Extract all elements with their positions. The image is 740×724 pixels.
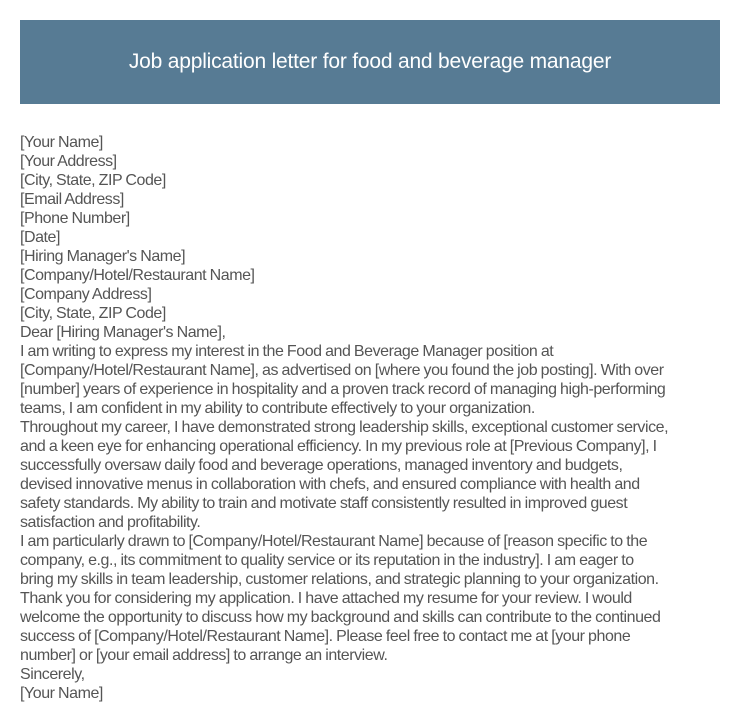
paragraph-line: Throughout my career, I have demonstrated strong leadership skills, exceptional customer service, bbox=[20, 419, 669, 436]
letter-date: [Date] bbox=[20, 229, 60, 246]
paragraph-intro bbox=[20, 342, 725, 418]
paragraph-line: Thank you for considering my application. I have attached my resume for your review. I would bbox=[20, 590, 632, 607]
paragraph-line: I am particularly drawn to [Company/Hotel/Restaurant Name] because of [reason specific to the bbox=[20, 533, 648, 550]
salutation: Dear [Hiring Manager's Name], bbox=[20, 324, 226, 341]
sender-block bbox=[20, 133, 725, 247]
sender-email: [Email Address] bbox=[20, 191, 124, 208]
paragraph-motivation bbox=[20, 532, 725, 589]
letter-body bbox=[20, 133, 725, 703]
paragraph-line: [number] years of experience in hospitality and a proven track record of managing high-performing bbox=[20, 381, 666, 398]
paragraph-line: and a keen eye for enhancing operational efficiency. In my previous role at [Previous Company], I bbox=[20, 438, 657, 455]
sender-address: [Your Address] bbox=[20, 153, 117, 170]
signature: [Your Name] bbox=[20, 685, 103, 702]
page-title: Job application letter for food and beverage manager bbox=[128, 50, 612, 73]
paragraph-line: successfully oversaw daily food and beverage operations, managed inventory and budgets, bbox=[20, 457, 623, 474]
closing: Sincerely, bbox=[20, 666, 85, 683]
sender-phone: [Phone Number] bbox=[20, 210, 130, 227]
recipient-company: [Company/Hotel/Restaurant Name] bbox=[20, 267, 255, 284]
paragraph-line: teams, I am confident in my ability to contribute effectively to your organization. bbox=[20, 400, 535, 417]
sender-name: [Your Name] bbox=[20, 134, 103, 151]
recipient-block bbox=[20, 247, 725, 323]
paragraph-line: bring my skills in team leadership, customer relations, and strategic planning to your organization. bbox=[20, 571, 659, 588]
recipient-city-state-zip: [City, State, ZIP Code] bbox=[20, 305, 166, 322]
paragraph-line: [Company/Hotel/Restaurant Name], as advertised on [where you found the job posting]. With over bbox=[20, 362, 664, 379]
paragraph-line: welcome the opportunity to discuss how my background and skills can contribute to the continued bbox=[20, 609, 661, 626]
paragraph-line: number] or [your email address] to arrange an interview. bbox=[20, 647, 388, 664]
recipient-address: [Company Address] bbox=[20, 286, 152, 303]
paragraph-closing bbox=[20, 589, 725, 665]
paragraph-line: company, e.g., its commitment to quality service or its reputation in the industry]. I am eager to bbox=[20, 552, 634, 569]
recipient-name: [Hiring Manager's Name] bbox=[20, 248, 186, 265]
paragraph-line: I am writing to express my interest in the Food and Beverage Manager position at bbox=[20, 343, 554, 360]
paragraph-experience bbox=[20, 418, 725, 532]
sender-city-state-zip: [City, State, ZIP Code] bbox=[20, 172, 166, 189]
page-header bbox=[20, 20, 720, 104]
paragraph-line: success of [Company/Hotel/Restaurant Name]. Please feel free to contact me at [your phone bbox=[20, 628, 631, 645]
paragraph-line: satisfaction and profitability. bbox=[20, 514, 201, 531]
paragraph-line: safety standards. My ability to train and motivate staff consistently resulted in improved guest bbox=[20, 495, 628, 512]
paragraph-line: devised innovative menus in collaboration with chefs, and ensured compliance with health and bbox=[20, 476, 640, 493]
